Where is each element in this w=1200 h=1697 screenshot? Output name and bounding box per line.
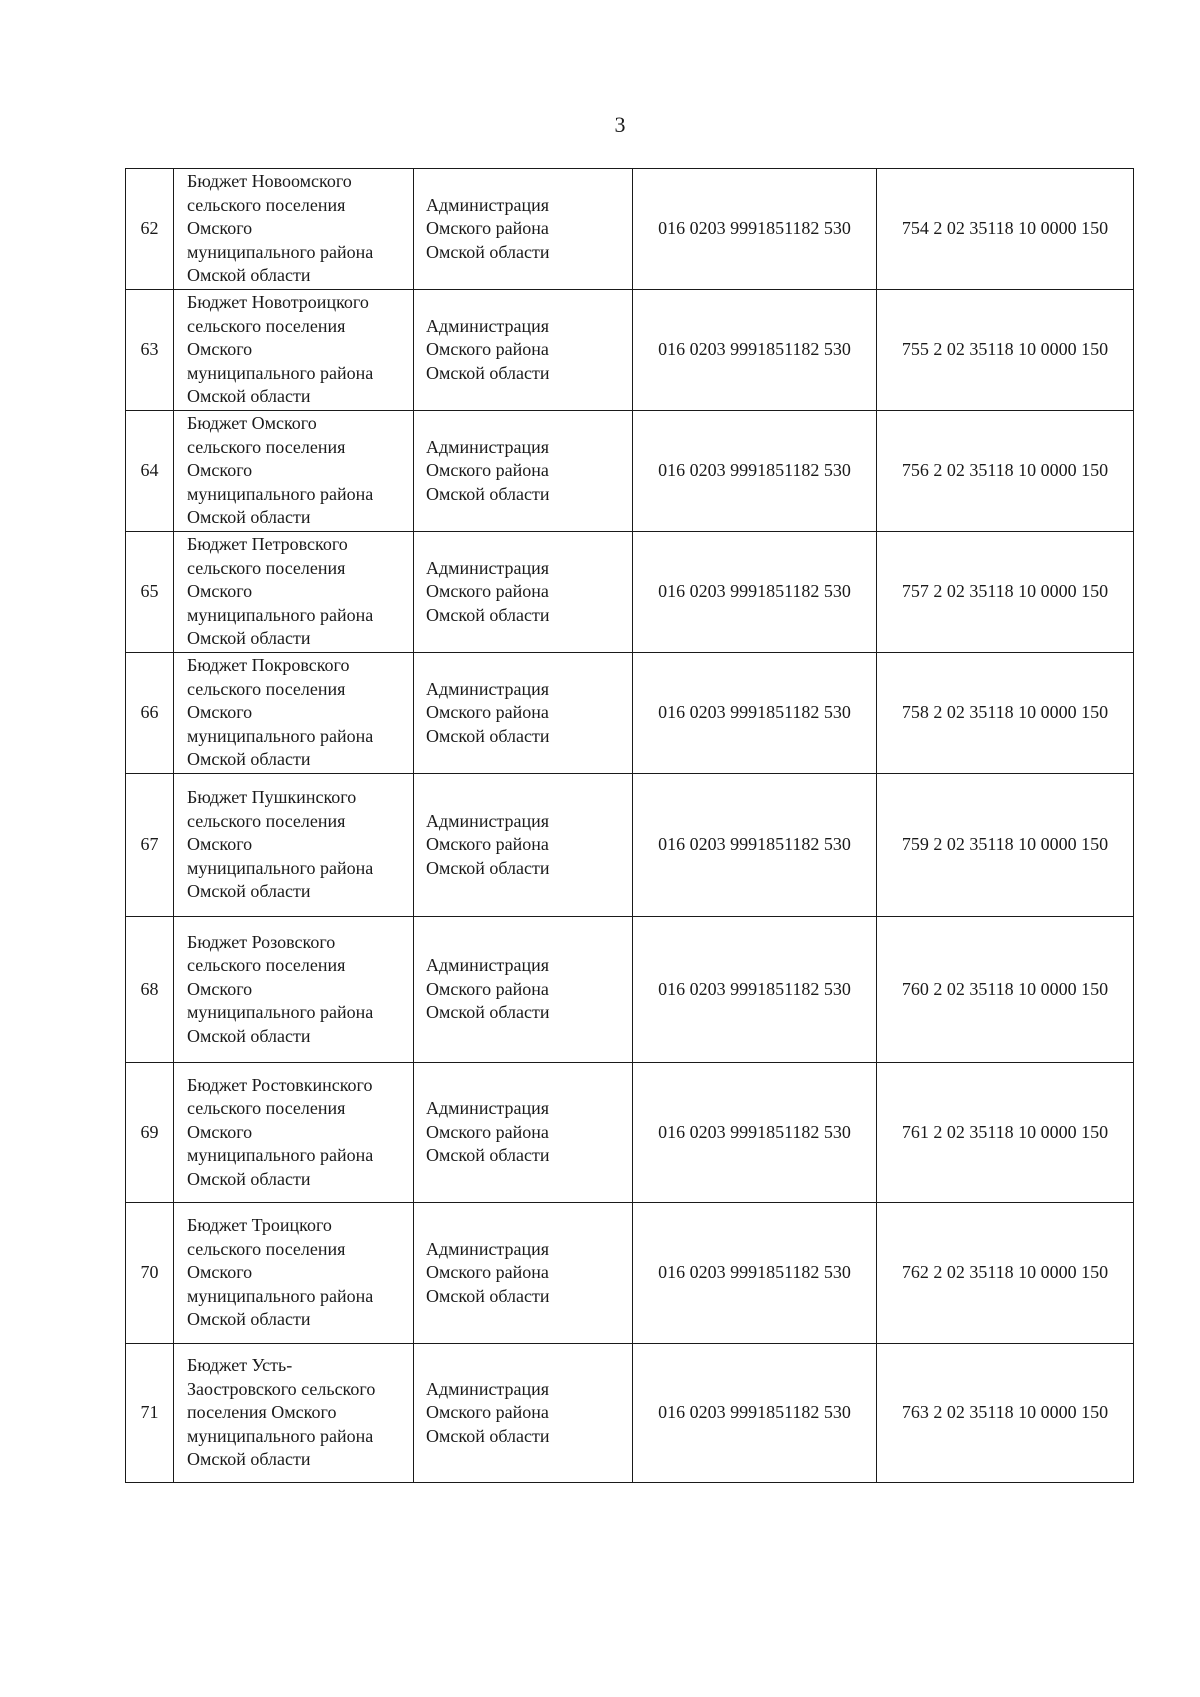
revenue-code: 761 2 02 35118 10 0000 150 [877,1063,1134,1203]
expense-code: 016 0203 9991851182 530 [633,1063,877,1203]
expense-code: 016 0203 9991851182 530 [633,917,877,1063]
revenue-code: 759 2 02 35118 10 0000 150 [877,774,1134,917]
administrator-name: Администрация Омского района Омской области [414,774,633,917]
administrator-name: Администрация Омского района Омской области [414,411,633,532]
administrator-name: Администрация Омского района Омской области [414,169,633,290]
row-number: 69 [126,1063,174,1203]
expense-code: 016 0203 9991851182 530 [633,290,877,411]
budget-name: Бюджет Пушкинского сельского поселения Омского муниципального района Омской области [174,774,414,917]
revenue-code: 757 2 02 35118 10 0000 150 [877,532,1134,653]
table-row [126,169,1134,290]
expense-code: 016 0203 9991851182 530 [633,532,877,653]
table-row [126,917,1134,1063]
table-row [126,1344,1134,1483]
administrator-name: Администрация Омского района Омской области [414,1203,633,1344]
expense-code: 016 0203 9991851182 530 [633,1344,877,1483]
revenue-code: 756 2 02 35118 10 0000 150 [877,411,1134,532]
expense-code: 016 0203 9991851182 530 [633,653,877,774]
revenue-code: 763 2 02 35118 10 0000 150 [877,1344,1134,1483]
row-number: 65 [126,532,174,653]
row-number: 68 [126,917,174,1063]
budget-table [125,168,1134,1483]
row-number: 67 [126,774,174,917]
administrator-name: Администрация Омского района Омской области [414,532,633,653]
revenue-code: 755 2 02 35118 10 0000 150 [877,290,1134,411]
revenue-code: 754 2 02 35118 10 0000 150 [877,169,1134,290]
row-number: 63 [126,290,174,411]
row-number: 70 [126,1203,174,1344]
budget-name: Бюджет Усть- Заостровского сельского поселения Омского муниципального района Омской области [174,1344,414,1483]
administrator-name: Администрация Омского района Омской области [414,1344,633,1483]
administrator-name: Администрация Омского района Омской области [414,917,633,1063]
page-number: 3 [614,112,626,137]
row-number: 62 [126,169,174,290]
budget-name: Бюджет Новоомского сельского поселения Омского муниципального района Омской области [174,169,414,290]
administrator-name: Администрация Омского района Омской области [414,1063,633,1203]
table-row [126,653,1134,774]
budget-name: Бюджет Петровского сельского поселения Омского муниципального района Омской области [174,532,414,653]
expense-code: 016 0203 9991851182 530 [633,1203,877,1344]
table-row [126,532,1134,653]
revenue-code: 760 2 02 35118 10 0000 150 [877,917,1134,1063]
expense-code: 016 0203 9991851182 530 [633,169,877,290]
table-row [126,290,1134,411]
row-number: 66 [126,653,174,774]
table-row [126,411,1134,532]
budget-name: Бюджет Покровского сельского поселения Омского муниципального района Омской области [174,653,414,774]
budget-name: Бюджет Розовского сельского поселения Омского муниципального района Омской области [174,917,414,1063]
administrator-name: Администрация Омского района Омской области [414,653,633,774]
expense-code: 016 0203 9991851182 530 [633,774,877,917]
table-row [126,1203,1134,1344]
row-number: 71 [126,1344,174,1483]
budget-name: Бюджет Омского сельского поселения Омского муниципального района Омской области [174,411,414,532]
table-row [126,1063,1134,1203]
administrator-name: Администрация Омского района Омской области [414,290,633,411]
revenue-code: 762 2 02 35118 10 0000 150 [877,1203,1134,1344]
budget-name: Бюджет Троицкого сельского поселения Омского муниципального района Омской области [174,1203,414,1344]
row-number: 64 [126,411,174,532]
budget-name: Бюджет Ростовкинского сельского поселения Омского муниципального района Омской области [174,1063,414,1203]
revenue-code: 758 2 02 35118 10 0000 150 [877,653,1134,774]
budget-name: Бюджет Новотроицкого сельского поселения Омского муниципального района Омской области [174,290,414,411]
table-row [126,774,1134,917]
expense-code: 016 0203 9991851182 530 [633,411,877,532]
